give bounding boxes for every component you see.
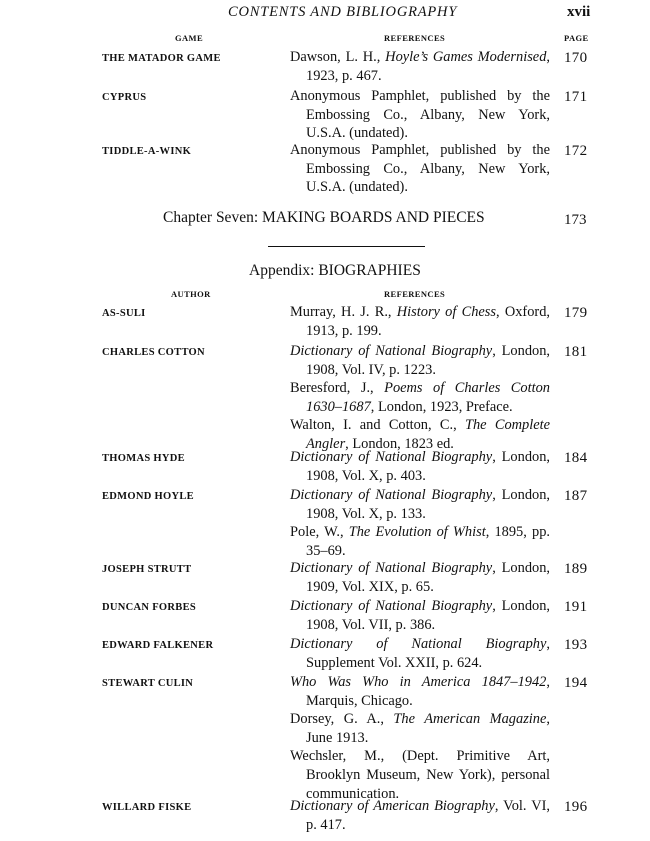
page-number: 181: [564, 344, 588, 360]
work-title: Dictionary of National Biography: [290, 343, 493, 359]
reference-entry: Dictionary of National Biography, London, 1908, Vol. X, p. 403.: [290, 449, 551, 484]
work-title: The American Magazine: [393, 711, 547, 728]
column-head-game: GAME: [175, 33, 204, 43]
appendix-prefix: Appendix: [249, 262, 311, 279]
page-number: 187: [564, 488, 588, 504]
game-name: TIDDLE-A-WINK: [102, 146, 192, 157]
reference-entry: Dictionary of National Biography, Supplement Vol. XXII, p. 624.: [290, 636, 550, 671]
reference-block: [290, 559, 550, 596]
reference-entry: Murray, H. J. R., History of Chess, Oxford, 1913, p. 199.: [290, 304, 550, 339]
author-name: JOSEPH STRUTT: [102, 564, 192, 575]
reference-block: [290, 48, 550, 85]
section-divider-rule: [268, 246, 425, 247]
page-number: 196: [564, 799, 588, 815]
reference-entry: Dictionary of National Biography, London, 1908, Vol. X, p. 133.: [290, 487, 551, 522]
work-title: Dictionary of National Biography: [290, 449, 493, 465]
column-head-page: PAGE: [564, 33, 589, 43]
reference-entry: Walton, I. and Cotton, C., The Complete Angler, London, 1823 ed.: [290, 417, 550, 452]
folio-page-number: xvii: [567, 4, 591, 20]
work-title: Hoyle’s Games Modernised: [385, 49, 547, 65]
work-title: The Complete Angler: [306, 417, 550, 452]
author-name: THOMAS HYDE: [102, 453, 185, 464]
appendix-heading: Appendix: BIOGRAPHIES: [249, 262, 421, 279]
page-number: 170: [564, 50, 588, 66]
page-number: 191: [564, 599, 588, 615]
work-title: Poems of Charles Cotton 1630–1687: [306, 380, 550, 415]
reference-block: [290, 303, 550, 340]
author-name: STEWART CULIN: [102, 678, 194, 689]
author-name: EDMOND HOYLE: [102, 491, 194, 502]
reference-entry: Dawson, L. H., Hoyle’s Games Modernised, 1923, p. 467.: [290, 49, 551, 84]
running-title: CONTENTS AND BIBLIOGRAPHY: [228, 4, 458, 20]
author-name: CHARLES COTTON: [102, 347, 205, 358]
page-number: 172: [564, 143, 588, 159]
reference-entry: Dictionary of National Biography, London, 1909, Vol. XIX, p. 65.: [290, 560, 551, 595]
reference-block: [290, 597, 550, 634]
column-head-references: REFERENCES: [384, 289, 446, 299]
work-title: The Evolution of Whist: [348, 524, 486, 541]
page-number: 184: [564, 450, 588, 466]
reference-entry: Dictionary of National Biography, London, 1908, Vol. IV, p. 1223.: [290, 343, 551, 378]
work-title: Who Was Who in America 1847–1942: [290, 674, 547, 690]
author-name: EDWARD FALKENER: [102, 640, 214, 651]
reference-block: [290, 635, 550, 672]
page-number: 194: [564, 675, 588, 691]
work-title: Dictionary of National Biography: [290, 598, 493, 614]
author-name: AS-SULI: [102, 308, 146, 319]
work-title: History of Chess: [396, 304, 496, 320]
running-head: [0, 4, 650, 24]
chapter-heading: Chapter Seven: MAKING BOARDS AND PIECES: [163, 209, 485, 226]
reference-block: [290, 87, 550, 143]
reference-entry: Wechsler, M., (Dept. Primitive Art, Brooklyn Museum, New York), personal communication.: [290, 748, 550, 802]
reference-entry: Dictionary of National Biography, London, 1908, Vol. VII, p. 386.: [290, 598, 551, 633]
reference-entry: Anonymous Pamphlet, published by the Embossing Co., Albany, New York, U.S.A. (undated).: [290, 88, 550, 142]
reference-block: [290, 141, 550, 197]
page-number: 189: [564, 561, 588, 577]
work-title: Dictionary of National Biography: [290, 560, 493, 576]
work-title: Dictionary of American Biography: [290, 798, 495, 814]
author-name: WILLARD FISKE: [102, 802, 192, 813]
reference-block: [290, 342, 550, 454]
column-head-author: AUTHOR: [171, 289, 211, 299]
reference-block: [290, 486, 550, 560]
appendix-title: BIOGRAPHIES: [318, 262, 421, 279]
reference-entry: Beresford, J., Poems of Charles Cotton 1630–1687, London, 1923, Preface.: [290, 380, 550, 415]
author-name: DUNCAN FORBES: [102, 602, 197, 613]
work-title: Dictionary of National Biography: [290, 636, 547, 652]
reference-entry: Dorsey, G. A., The American Magazine, June 1913.: [290, 711, 550, 746]
reference-entry: Anonymous Pamphlet, published by the Embossing Co., Albany, New York, U.S.A. (undated).: [290, 142, 550, 196]
reference-entry: Who Was Who in America 1847–1942, Marquis, Chicago.: [290, 674, 550, 709]
reference-entry: Pole, W., The Evolution of Whist, 1895, pp. 35–69.: [290, 524, 550, 559]
page-number: 179: [564, 305, 588, 321]
chapter-prefix: Chapter Seven: [163, 209, 254, 226]
work-title: Dictionary of National Biography: [290, 487, 493, 503]
game-name: THE MATADOR GAME: [102, 53, 221, 64]
chapter-page-number: 173: [564, 212, 587, 228]
reference-entry: Dictionary of American Biography, Vol. VI, p. 417.: [290, 798, 550, 833]
chapter-title: MAKING BOARDS AND PIECES: [262, 209, 485, 226]
reference-block: [290, 673, 550, 803]
column-head-references: REFERENCES: [384, 33, 446, 43]
game-name: CYPRUS: [102, 92, 147, 103]
reference-block: [290, 797, 550, 834]
page-number: 171: [564, 89, 588, 105]
page-number: 193: [564, 637, 588, 653]
reference-block: [290, 448, 550, 485]
